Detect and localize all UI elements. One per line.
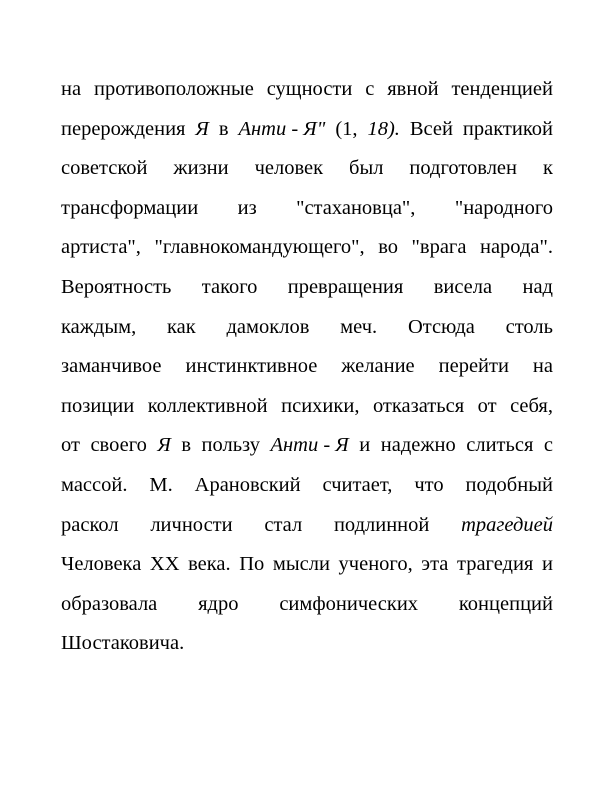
word: каждым, (61, 315, 137, 338)
word: во (378, 236, 398, 259)
word: тенденцией (451, 78, 553, 100)
word: подобный (465, 473, 553, 496)
word: Я (157, 434, 171, 457)
word: (1, (335, 117, 358, 140)
word: сущности (266, 78, 353, 100)
word: психики, (281, 394, 360, 417)
word: "народного (454, 196, 553, 219)
word: от (477, 394, 497, 417)
word: и (359, 434, 371, 457)
word: ядро (198, 592, 239, 615)
text-line (61, 545, 553, 585)
text-line (61, 347, 553, 387)
word: такого (201, 275, 258, 298)
word: эта (421, 553, 449, 576)
word: заманчивое (61, 355, 162, 378)
word: превращения (287, 275, 404, 298)
word: народа". (479, 236, 553, 259)
word: По (239, 553, 265, 576)
word: с (365, 78, 375, 100)
word: Анти - Я" (238, 117, 326, 140)
word: своего (90, 434, 147, 457)
word: трагедия (457, 553, 534, 576)
word: был (349, 157, 384, 180)
word: подлинной (333, 513, 430, 536)
word: с (543, 434, 553, 457)
text-line (61, 585, 553, 625)
word: как (167, 315, 196, 338)
word: Вероятность (61, 275, 172, 298)
word: Арановский (194, 473, 301, 496)
body-text (61, 70, 553, 664)
word: перерождения (61, 117, 186, 140)
text-line (61, 149, 553, 189)
word: ученого, (338, 553, 413, 576)
text-line (61, 70, 553, 110)
word: "врага (411, 236, 467, 259)
word: на (532, 355, 553, 378)
word: М. (149, 473, 173, 496)
word: коллективной (147, 394, 268, 417)
text-line (61, 426, 553, 466)
word: на (61, 78, 82, 100)
word: что (414, 473, 444, 496)
word: жизни (173, 157, 229, 180)
word: к (542, 157, 553, 180)
word: в (181, 434, 192, 457)
word: артиста", (61, 236, 141, 259)
word: Анти - Я (270, 434, 349, 457)
word: Человека (61, 553, 142, 576)
word: себя, (510, 394, 553, 417)
word: позиции (61, 394, 135, 417)
word: отказаться (372, 394, 465, 417)
word: и (541, 553, 553, 576)
word: симфонических (279, 592, 419, 615)
word: явной (387, 78, 439, 100)
word: трансформации (61, 196, 199, 219)
word: образовала (61, 592, 158, 615)
text-line (61, 268, 553, 308)
text-line (61, 228, 553, 268)
word: от (61, 434, 80, 457)
word: подготовлен (409, 157, 518, 180)
word: Шостаковича. (61, 632, 185, 655)
word: противоположные (93, 78, 254, 100)
word: "главнокомандующего", (154, 236, 365, 259)
word: пользу (201, 434, 260, 457)
word: Всей (409, 117, 453, 140)
word: личности (150, 513, 233, 536)
word: из (237, 196, 257, 219)
word: 18). (367, 117, 400, 140)
word: инстинктивное (185, 355, 318, 378)
word: считает, (322, 473, 393, 496)
word: советской (61, 157, 148, 180)
text-line (61, 189, 553, 229)
word: надежно (380, 434, 456, 457)
word: практикой (462, 117, 553, 140)
word: концепций (458, 592, 553, 615)
word: массой. (61, 473, 128, 496)
word: над (522, 275, 553, 298)
word: в (218, 117, 229, 140)
word: желание (341, 355, 415, 378)
word: мысли (272, 553, 330, 576)
text-line (61, 506, 553, 546)
text-line (61, 110, 553, 150)
word: Отсюда (407, 315, 475, 338)
word: висела (433, 275, 493, 298)
word: XX (149, 553, 180, 576)
word: человек (254, 157, 324, 180)
word: "стахановца", (296, 196, 416, 219)
word: стал (264, 513, 303, 536)
text-line (61, 624, 553, 664)
word: века. (188, 553, 231, 576)
word: перейти (438, 355, 509, 378)
text-line (61, 466, 553, 506)
text-line (61, 387, 553, 427)
word: столь (505, 315, 553, 338)
word: слиться (466, 434, 534, 457)
word: трагедией (461, 513, 553, 536)
word: Я (195, 117, 209, 140)
word: раскол (61, 513, 119, 536)
word: дамоклов (226, 315, 310, 338)
text-line (61, 308, 553, 348)
word: меч. (340, 315, 378, 338)
